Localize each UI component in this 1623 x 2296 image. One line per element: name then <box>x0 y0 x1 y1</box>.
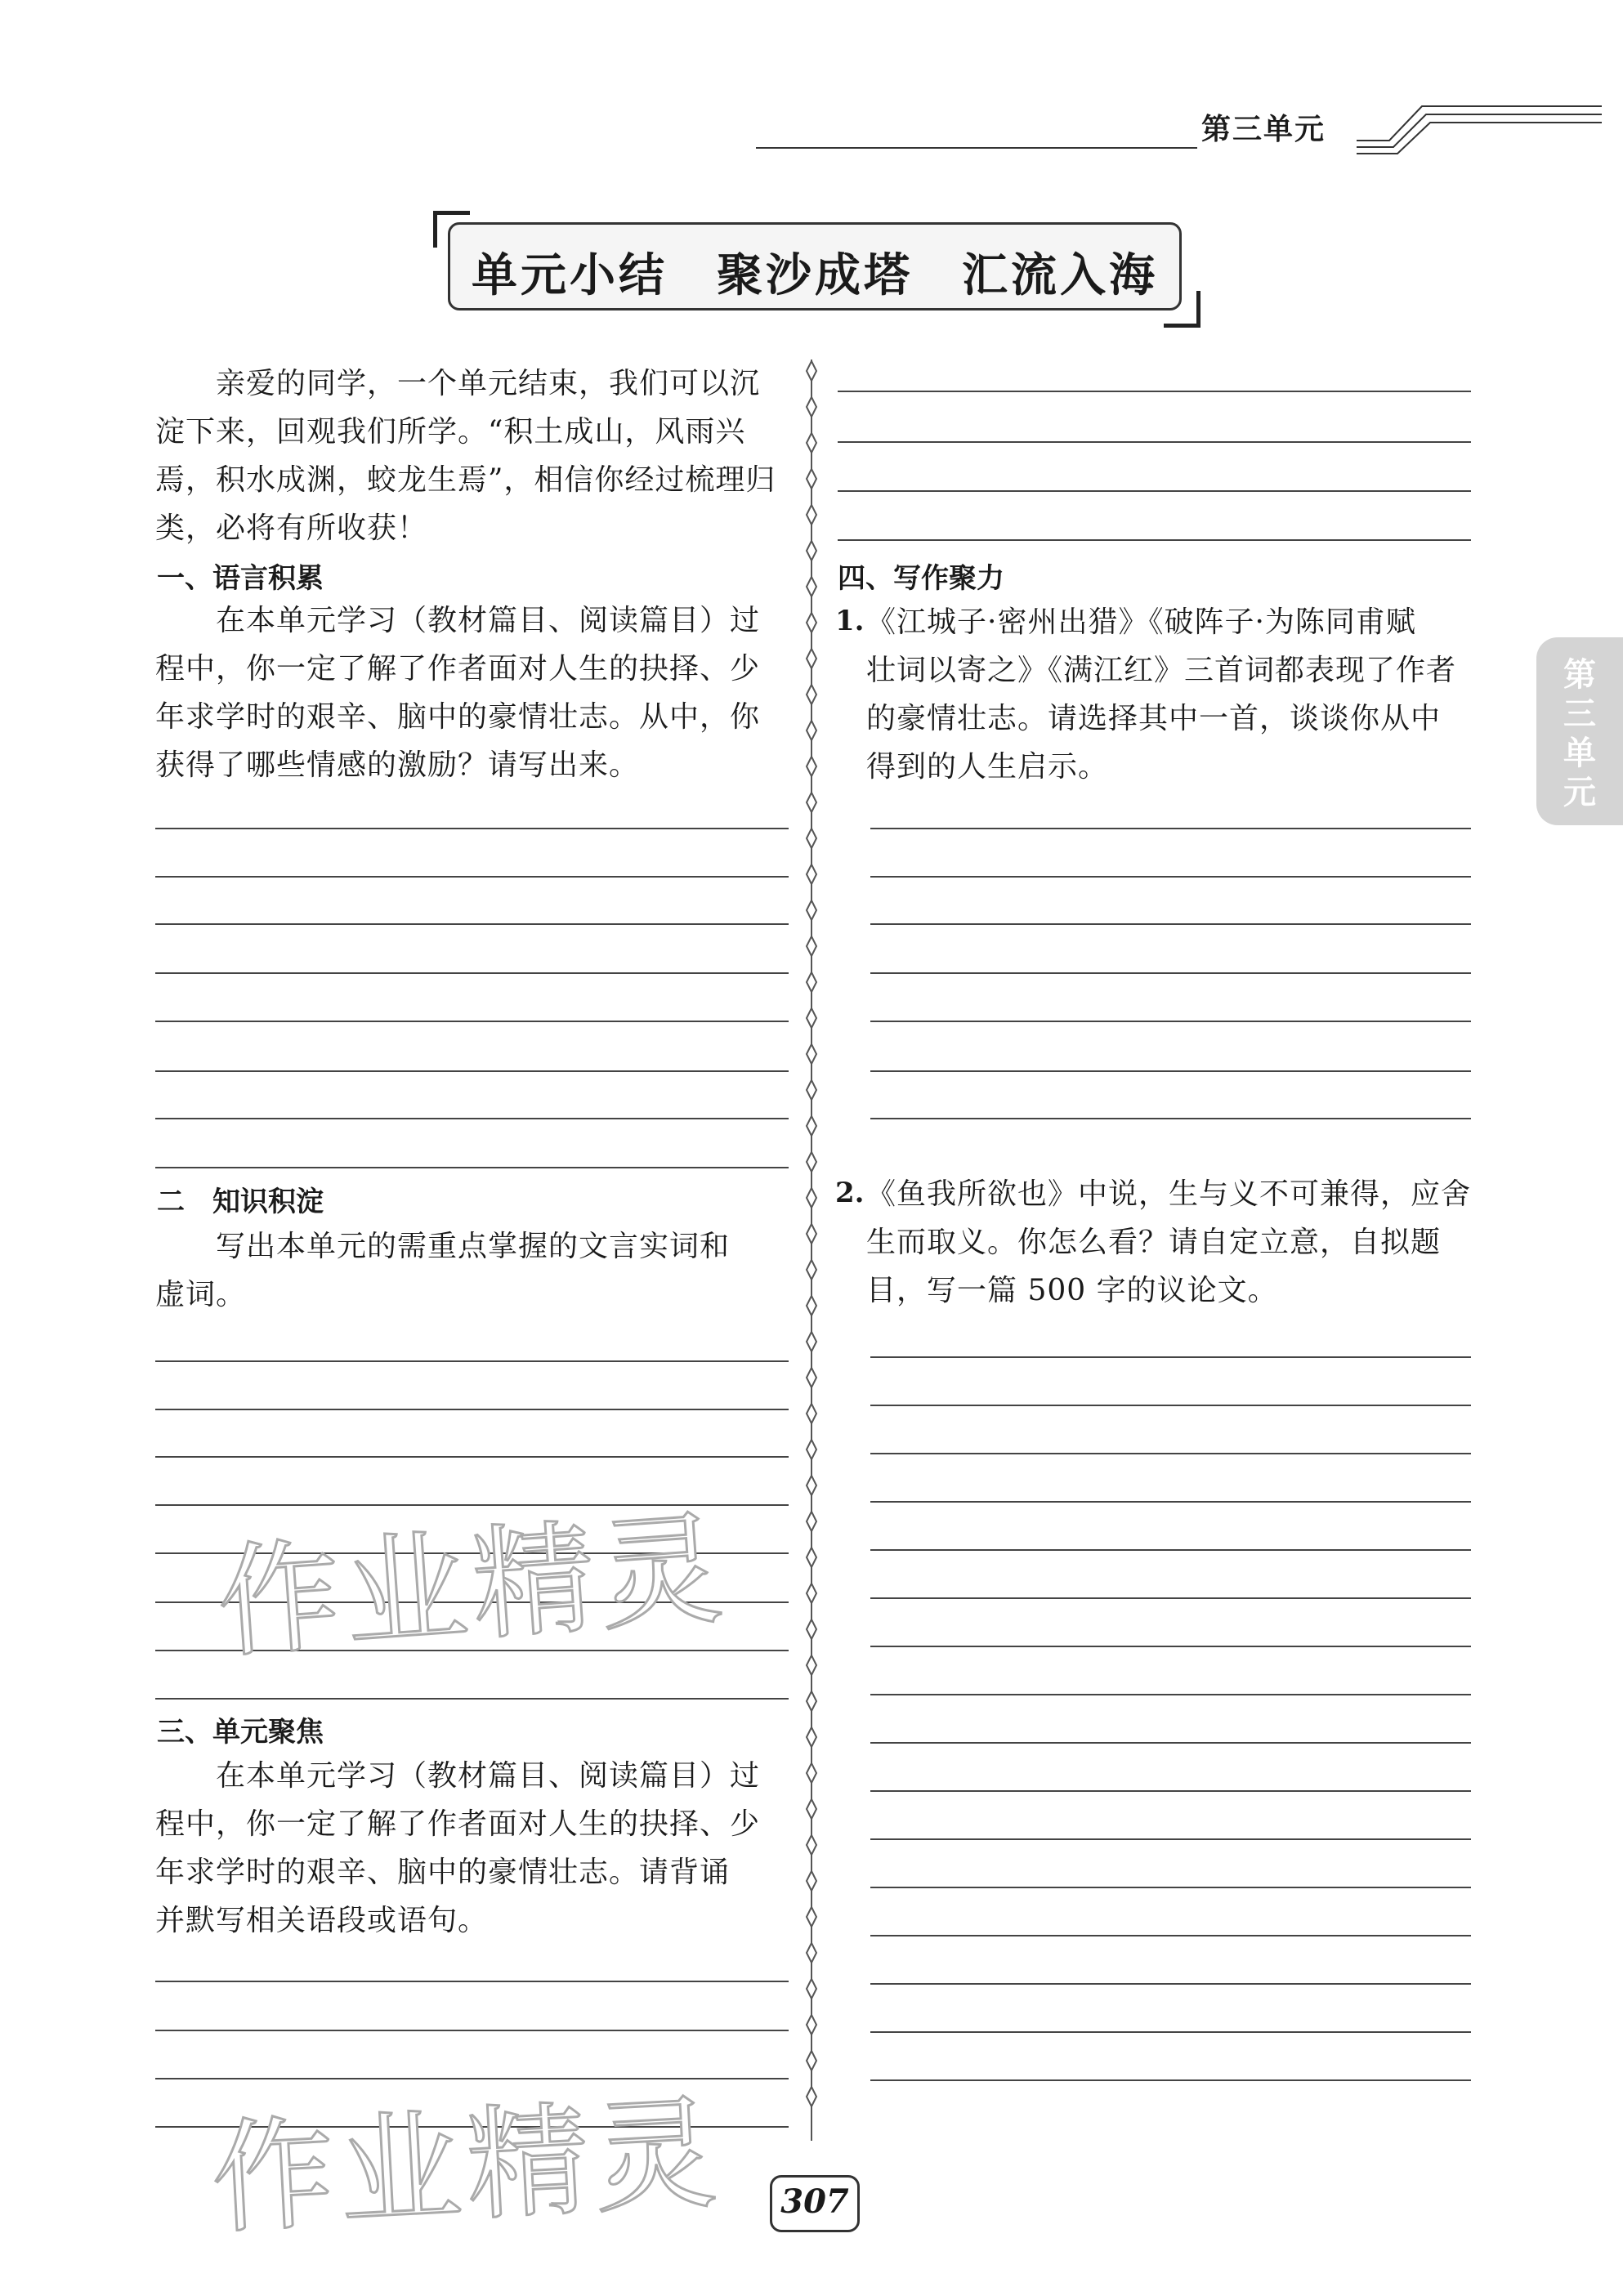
section-heading-4: 四、写作聚力 <box>838 562 1004 595</box>
header-decoration-icon <box>1357 90 1602 155</box>
question-2-number: 2. <box>835 1177 865 1209</box>
section-heading-3: 三、单元聚焦 <box>157 1716 324 1749</box>
answer-line <box>155 1118 789 1119</box>
text-line: 写出本单元的需重点掌握的文言实词和 <box>216 1230 731 1263</box>
answer-line <box>870 1118 1471 1119</box>
answer-line <box>870 1646 1471 1647</box>
answer-line <box>870 1694 1471 1695</box>
divider-diamond-icon <box>807 1296 816 1316</box>
text-line: 焉，积水成渊，蛟龙生焉”，相信你经过梳理归 <box>155 463 776 497</box>
answer-line <box>155 1456 789 1458</box>
text-line: 获得了哪些情感的激励？请写出来。 <box>155 748 640 782</box>
divider-diamond-icon <box>807 577 816 596</box>
divider-diamond-icon <box>807 1763 816 1783</box>
divider-diamond-icon <box>807 1943 816 1963</box>
question-2-text <box>866 1170 1487 1315</box>
answer-line <box>870 1887 1471 1888</box>
divider-diamond-icon <box>807 936 816 956</box>
answer-line <box>155 2030 789 2031</box>
answer-line <box>838 539 1471 541</box>
answer-line <box>155 828 789 829</box>
answer-line <box>870 1983 1471 1985</box>
answer-line <box>870 1453 1471 1454</box>
divider-diamond-icon <box>807 2051 816 2070</box>
divider-diamond-icon <box>807 1548 816 1567</box>
text-line: 年求学时的艰辛、脑中的豪情壮志。从中，你 <box>155 700 761 734</box>
divider-diamond-icon <box>807 1368 816 1387</box>
answer-line <box>155 876 789 878</box>
divider-diamond-icon <box>807 1224 816 1244</box>
divider-diamond-icon <box>807 1008 816 1028</box>
divider-diamond-icon <box>807 1080 816 1100</box>
divider-diamond-icon <box>807 469 816 489</box>
answer-line <box>155 1021 789 1022</box>
divider-diamond-icon <box>807 829 816 848</box>
divider-diamond-icon <box>807 1691 816 1711</box>
section-heading-2: 二 知识积淀 <box>157 1186 324 1218</box>
text-line: 虚词。 <box>155 1278 247 1311</box>
section-1-prompt <box>155 596 793 789</box>
question-1-number: 1. <box>835 605 865 637</box>
divider-diamond-icon <box>807 721 816 740</box>
divider-diamond-icon <box>807 1188 816 1208</box>
text-line: 《鱼我所欲也》中说，生与义不可兼得，应舍 <box>866 1177 1472 1211</box>
answer-line <box>155 1360 789 1362</box>
divider-diamond-icon <box>807 757 816 776</box>
answer-line <box>155 972 789 974</box>
answer-line <box>838 391 1471 392</box>
watermark: 作业精灵 <box>208 2082 725 2252</box>
side-tab-label: 第三单元 <box>1563 656 1596 811</box>
answer-line <box>870 1501 1471 1503</box>
divider-diamond-icon <box>807 1404 816 1423</box>
section-heading-1: 一、语言积累 <box>157 562 324 595</box>
text-line: 年求学时的艰辛、脑中的豪情壮志。请背诵 <box>155 1856 731 1889</box>
answer-line <box>870 1838 1471 1840</box>
answer-line <box>870 1790 1471 1792</box>
answer-line <box>155 1409 789 1410</box>
text-line: 在本单元学习（教材篇目、阅读篇目）过 <box>216 604 761 637</box>
divider-diamond-icon <box>807 1835 816 1855</box>
divider-diamond-icon <box>807 1116 816 1136</box>
divider-diamond-icon <box>807 541 816 561</box>
divider-diamond-icon <box>807 1619 816 1639</box>
answer-line <box>155 1070 789 1072</box>
text-line: 壮词以寄之》《满江红》三首词都表现了作者 <box>866 654 1457 687</box>
text-line: 《江城子·密州出猎》《破阵子·为陈同甫赋 <box>866 605 1416 639</box>
divider-diamond-icon <box>807 1727 816 1747</box>
text-line: 程中，你一定了解了作者面对人生的抉择、少 <box>155 1807 761 1841</box>
text-line: 亲爱的同学，一个单元结束，我们可以沉 <box>216 367 761 400</box>
unit-header: 第三单元 <box>1201 113 1326 146</box>
answer-line <box>870 2031 1471 2033</box>
text-line: 的豪情壮志。请选择其中一首，谈谈你从中 <box>866 702 1442 735</box>
divider-diamond-icon <box>807 1512 816 1531</box>
divider-diamond-icon <box>807 1152 816 1172</box>
question-1-text <box>866 598 1487 791</box>
divider-diamond-icon <box>807 1655 816 1675</box>
divider-diamond-icon <box>807 793 816 812</box>
section-2-prompt <box>155 1222 793 1319</box>
divider-diamond-icon <box>807 1044 816 1064</box>
answer-line <box>838 441 1471 443</box>
divider-diamond-icon <box>807 864 816 884</box>
answer-line <box>870 2079 1471 2081</box>
divider-diamond-icon <box>807 1440 816 1459</box>
divider-diamond-icon <box>807 2087 816 2106</box>
header-rule <box>756 147 1197 149</box>
divider-diamond-icon <box>807 613 816 632</box>
divider-diamond-icon <box>807 1871 816 1891</box>
answer-line <box>155 1698 789 1700</box>
divider-diamond-icon <box>807 397 816 417</box>
text-line: 目，写一篇 500 字的议论文。 <box>866 1274 1278 1307</box>
answer-line <box>870 876 1471 878</box>
answer-line <box>870 1070 1471 1072</box>
answer-line <box>870 1742 1471 1744</box>
text-line: 程中，你一定了解了作者面对人生的抉择、少 <box>155 652 761 686</box>
answer-line <box>870 1549 1471 1551</box>
divider-diamond-icon <box>807 1332 816 1351</box>
divider-diamond-icon <box>807 1260 816 1280</box>
divider-diamond-icon <box>807 505 816 525</box>
answer-line <box>870 1405 1471 1406</box>
text-line: 得到的人生启示。 <box>866 750 1109 784</box>
title-corner-icon <box>1164 291 1200 328</box>
answer-line <box>155 923 789 925</box>
text-line: 类，必将有所收获！ <box>155 511 428 545</box>
divider-diamond-icon <box>807 1584 816 1603</box>
answer-line <box>838 490 1471 492</box>
text-line: 在本单元学习（教材篇目、阅读篇目）过 <box>216 1759 761 1793</box>
divider-diamond-icon <box>807 1979 816 1999</box>
watermark: 作业精灵 <box>212 1498 732 1676</box>
answer-line <box>870 828 1471 829</box>
divider-diamond-icon <box>807 649 816 668</box>
divider-diamond-icon <box>807 433 816 453</box>
column-divider <box>805 360 818 2141</box>
answer-line <box>870 923 1471 925</box>
answer-line <box>870 1935 1471 1936</box>
side-tab <box>1536 637 1623 825</box>
answer-line <box>870 1021 1471 1022</box>
divider-diamond-icon <box>807 1799 816 1819</box>
answer-line <box>155 1167 789 1168</box>
divider-diamond-icon <box>807 972 816 992</box>
title-box <box>448 222 1182 310</box>
divider-diamond-icon <box>807 361 816 381</box>
divider-diamond-icon <box>807 900 816 920</box>
divider-diamond-icon <box>807 1907 816 1927</box>
divider-diamond-icon <box>807 1476 816 1495</box>
page-title: 单元小结 聚沙成塔 汇流入海 <box>472 248 1158 302</box>
text-line: 淀下来，回观我们所学。“积土成山，风雨兴 <box>155 415 746 449</box>
page-number-box <box>770 2175 860 2232</box>
answer-line <box>870 1597 1471 1599</box>
answer-line <box>870 972 1471 974</box>
section-3-prompt <box>155 1752 793 1945</box>
divider-diamond-icon <box>807 2015 816 2035</box>
divider-diamond-icon <box>807 685 816 704</box>
answer-line <box>870 1356 1471 1358</box>
page-number: 307 <box>780 2182 849 2221</box>
intro-paragraph <box>155 360 793 552</box>
text-line: 并默写相关语段或语句。 <box>155 1904 489 1937</box>
answer-line <box>155 1981 789 1982</box>
text-line: 生而取义。你怎么看？请自定立意，自拟题 <box>866 1226 1442 1259</box>
